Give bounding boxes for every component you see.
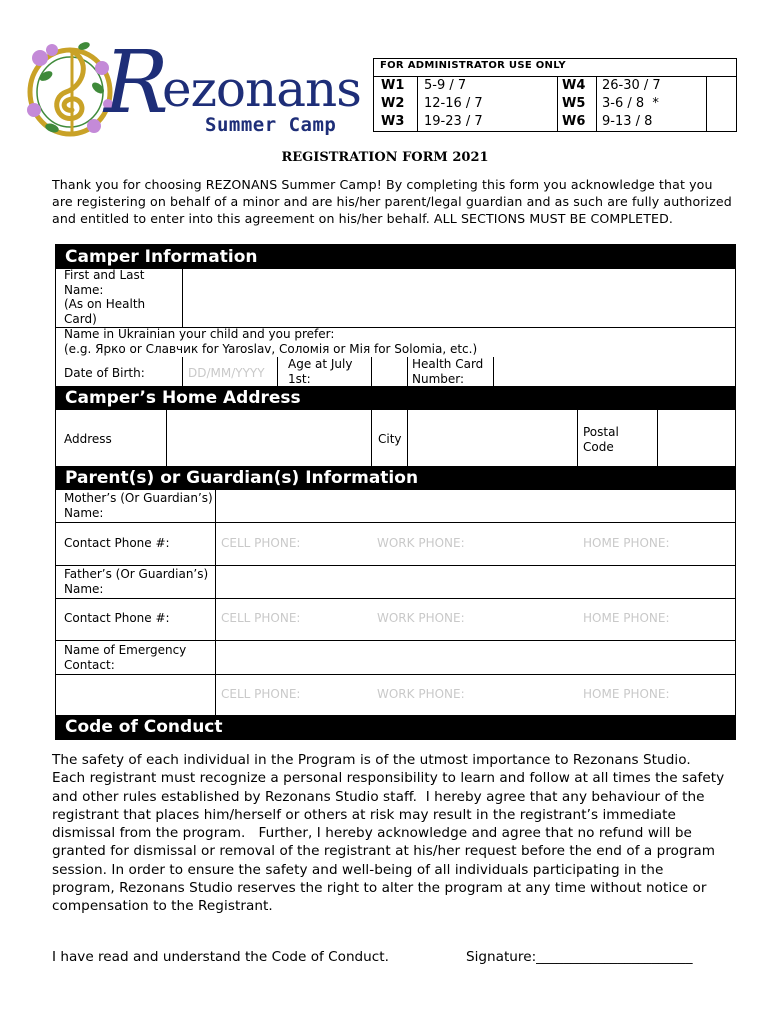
address-label: Address: [64, 432, 112, 446]
health-card-field[interactable]: [494, 357, 735, 386]
father-cell-phone-field[interactable]: CELL PHONE:: [221, 611, 301, 625]
mother-contact-label: Contact Phone #:: [64, 536, 170, 550]
city-field[interactable]: [408, 410, 577, 466]
address-field[interactable]: [167, 410, 371, 466]
father-home-phone-field[interactable]: HOME PHONE:: [583, 611, 670, 625]
emergency-contact-name-field[interactable]: [216, 640, 735, 674]
week-dates: 19-23 / 7: [424, 114, 483, 129]
mother-cell-phone-field[interactable]: CELL PHONE:: [221, 536, 301, 550]
section-parent-information: Parent(s) or Guardian(s) Information: [56, 466, 735, 490]
father-contact-label: Contact Phone #:: [64, 611, 170, 625]
camper-name-field[interactable]: [183, 269, 735, 327]
intro-text: Thank you for choosing REZONANS Summer Camp! By completing this form you acknowledge that you are registering on behalf of a minor and are his/her parent/legal guardian and as such are fully authorized and entitled to enter into this agreement on his/her behalf. ALL SECTIONS MUST BE COMPLETED.: [52, 177, 732, 226]
logo-subtitle: Summer Camp: [205, 114, 337, 136]
week-dates: 26-30 / 7: [602, 78, 661, 93]
section-camper-information: Camper Information: [56, 245, 735, 269]
week-dates: 9-13 / 8: [602, 114, 653, 129]
admin-use-table: [373, 58, 737, 132]
father-work-phone-field[interactable]: WORK PHONE:: [377, 611, 465, 625]
emergency-contact-label: Name of Emergency Contact:: [64, 643, 187, 672]
week-code: W1: [381, 78, 405, 93]
dob-field[interactable]: DD/MM/YYYY: [188, 366, 265, 380]
acknowledgement-text: I have read and understand the Code of Conduct.: [52, 949, 389, 965]
rezonans-logo: [22, 33, 367, 138]
emergency-cell-phone-field[interactable]: CELL PHONE:: [221, 687, 301, 701]
emergency-work-phone-field[interactable]: WORK PHONE:: [377, 687, 465, 701]
ukrainian-name-label: Name in Ukrainian your child and you prefer: (e.g. Ярко or Славчик for Yaroslav, Соломія or Мія for Solomia, etc.): [64, 327, 478, 356]
ukrainian-name-field[interactable]: [56, 327, 735, 357]
week-dates: 5-9 / 7: [424, 78, 467, 93]
section-code-of-conduct: Code of Conduct: [56, 715, 735, 739]
week-code: W3: [381, 114, 405, 129]
logo-wordmark: ezonans: [162, 60, 361, 118]
week-dates: 3-6 / 8 *: [602, 96, 659, 111]
week-code: W5: [562, 96, 586, 111]
father-name-label: Father’s (Or Guardian’s) Name:: [64, 567, 209, 596]
form-title: REGISTRATION FORM 2021: [281, 150, 489, 165]
signature-field[interactable]: Signature:_______________________: [466, 949, 693, 965]
emergency-home-phone-field[interactable]: HOME PHONE:: [583, 687, 670, 701]
section-home-address: Camper’s Home Address: [56, 386, 735, 410]
mother-name-field[interactable]: [216, 490, 735, 522]
dob-label: Date of Birth:: [64, 366, 145, 380]
father-name-field[interactable]: [216, 565, 735, 598]
week-dates: 12-16 / 7: [424, 96, 483, 111]
health-card-label: Health Card Number:: [412, 357, 484, 386]
week-code: W6: [562, 114, 586, 129]
admin-title: FOR ADMINISTRATOR USE ONLY: [380, 60, 566, 71]
postal-code-label: Postal Code: [583, 425, 619, 454]
admin-week-grid: [374, 76, 736, 132]
age-label: Age at July 1st:: [288, 357, 353, 386]
week-code: W2: [381, 96, 405, 111]
week-code: W4: [562, 78, 586, 93]
logo-initial: R: [104, 33, 169, 133]
code-of-conduct-text: The safety of each individual in the Program is of the utmost importance to Rezonans Studio. Each registrant must recognize a personal responsibility to learn and follow at all times the safety and other rules established by Rezonans Studio staff. I hereby agree that any behaviour of the registrant that places him/herself or others at risk may result in the registrant’s immediate dismissal from the program. Further, I hereby acknowledge and agree that no refund will be granted for dismissal or removal of the registrant at his/her request before the end of a program session. In order to ensure the safety and well-being of all individuals participating in the program, Rezonans Studio reserves the right to alter the program at any time without notice or compensation to the Registrant.: [52, 752, 725, 915]
mother-work-phone-field[interactable]: WORK PHONE:: [377, 536, 465, 550]
camper-name-label: First and Last Name: (As on Health Card): [64, 268, 146, 326]
mother-name-label: Mother’s (Or Guardian’s) Name:: [64, 491, 213, 520]
mother-home-phone-field[interactable]: HOME PHONE:: [583, 536, 670, 550]
age-field[interactable]: [372, 357, 407, 386]
postal-code-field[interactable]: [658, 410, 735, 466]
registration-form: [55, 244, 736, 740]
city-label: City: [378, 432, 402, 446]
